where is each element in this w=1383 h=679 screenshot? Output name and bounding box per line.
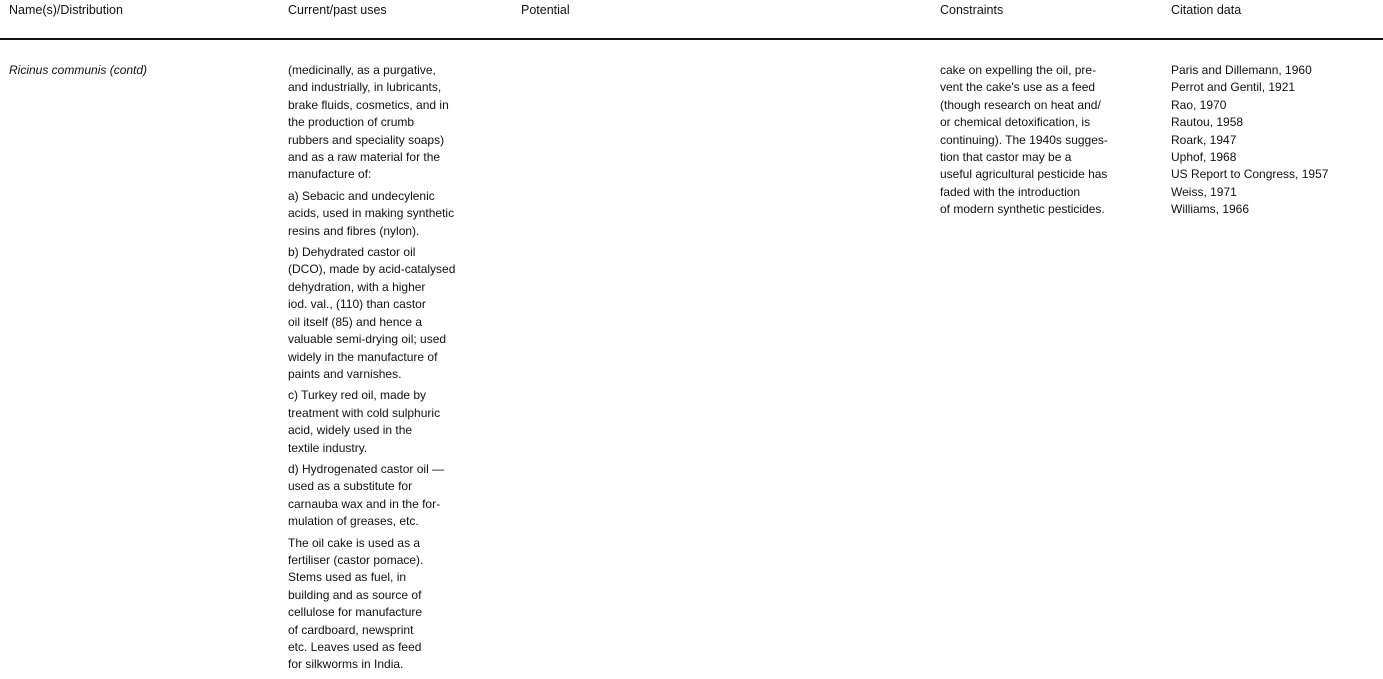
constraints-line: tion that castor may be a	[940, 150, 1072, 165]
uses-paragraph	[288, 188, 455, 240]
uses-line: the production of crumb	[288, 115, 415, 130]
constraints-line: continuing). The 1940s sugges-	[940, 132, 1108, 147]
uses-line: of cardboard, newsprint	[288, 622, 414, 637]
uses-line: for silkworms in India.	[288, 657, 404, 672]
header-uses: Current/past uses	[288, 3, 387, 17]
uses-line: dehydration, with a higher	[288, 279, 426, 294]
uses-line: brake fluids, cosmetics, and in	[288, 97, 449, 112]
uses-line: treatment with cold sulphuric	[288, 405, 441, 420]
uses-line: d) Hydrogenated castor oil —	[288, 461, 445, 476]
citation-item: Roark, 1947	[1171, 132, 1237, 147]
constraints-line: or chemical detoxification, is	[940, 115, 1091, 130]
uses-paragraph	[288, 461, 455, 531]
uses-line: valuable semi-drying oil; used	[288, 332, 447, 347]
uses-line: cellulose for manufacture	[288, 605, 423, 620]
header-potential: Potential	[521, 3, 570, 17]
citation-item: Paris and Dillemann, 1960	[1171, 63, 1312, 77]
uses-line: (medicinally, as a purgative,	[288, 63, 436, 77]
header-name: Name(s)/Distribution	[9, 3, 123, 17]
uses-line: textile industry.	[288, 440, 368, 455]
uses-line: manufacture of:	[288, 167, 372, 182]
uses-line: Stems used as fuel, in	[288, 570, 407, 585]
citation-item: Williams, 1966	[1171, 202, 1250, 217]
citations-column	[1171, 62, 1328, 219]
uses-line: oil itself (85) and hence a	[288, 314, 423, 329]
uses-line: and as a raw material for the	[288, 150, 441, 165]
uses-line: The oil cake is used as a	[288, 535, 421, 550]
uses-line: and industrially, in lubricants,	[288, 80, 442, 95]
header-citation: Citation data	[1171, 3, 1242, 17]
uses-line: building and as source of	[288, 587, 422, 602]
uses-line: a) Sebacic and undecylenic	[288, 188, 435, 203]
uses-line: fertiliser (castor pomace).	[288, 552, 424, 567]
uses-line: (DCO), made by acid-catalysed	[288, 262, 456, 277]
uses-paragraph	[288, 535, 455, 674]
constraints-line: faded with the introduction	[940, 184, 1081, 199]
uses-line: mulation of greases, etc.	[288, 514, 419, 529]
uses-line: iod. val., (110) than castor	[288, 297, 426, 312]
uses-line: b) Dehydrated castor oil	[288, 245, 416, 260]
citation-item: Rautou, 1958	[1171, 115, 1244, 130]
constraints-line: cake on expelling the oil, pre-	[940, 63, 1097, 77]
citation-item: Rao, 1970	[1171, 97, 1227, 112]
species-name: Ricinus communis (contd)	[9, 63, 148, 77]
uses-line: rubbers and speciality soaps)	[288, 132, 445, 147]
uses-line: resins and fibres (nylon).	[288, 223, 420, 238]
header-rule	[0, 38, 1383, 40]
uses-line: acid, widely used in the	[288, 423, 413, 438]
uses-line: used as a substitute for	[288, 479, 413, 494]
uses-line: c) Turkey red oil, made by	[288, 388, 427, 403]
citation-item: Uphof, 1968	[1171, 150, 1237, 165]
uses-line: widely in the manufacture of	[288, 349, 438, 364]
constraints-line: of modern synthetic pesticides.	[940, 202, 1105, 217]
constraints-line: vent the cake's use as a feed	[940, 80, 1096, 95]
citation-item: Weiss, 1971	[1171, 184, 1237, 199]
constraints-line: useful agricultural pesticide has	[940, 167, 1108, 182]
uses-paragraph	[288, 387, 455, 457]
uses-line: paints and varnishes.	[288, 366, 402, 381]
uses-line: carnauba wax and in the for-	[288, 496, 441, 511]
constraints-column	[940, 62, 1108, 219]
uses-line: acids, used in making synthetic	[288, 206, 455, 221]
uses-paragraph	[288, 62, 455, 184]
uses-paragraph	[288, 244, 455, 383]
constraints-line: (though research on heat and/	[940, 97, 1101, 112]
uses-column	[288, 62, 455, 678]
header-constraints: Constraints	[940, 3, 1004, 17]
citation-item: US Report to Congress, 1957	[1171, 167, 1329, 182]
citation-item: Perrot and Gentil, 1921	[1171, 80, 1296, 95]
uses-line: etc. Leaves used as feed	[288, 640, 422, 654]
